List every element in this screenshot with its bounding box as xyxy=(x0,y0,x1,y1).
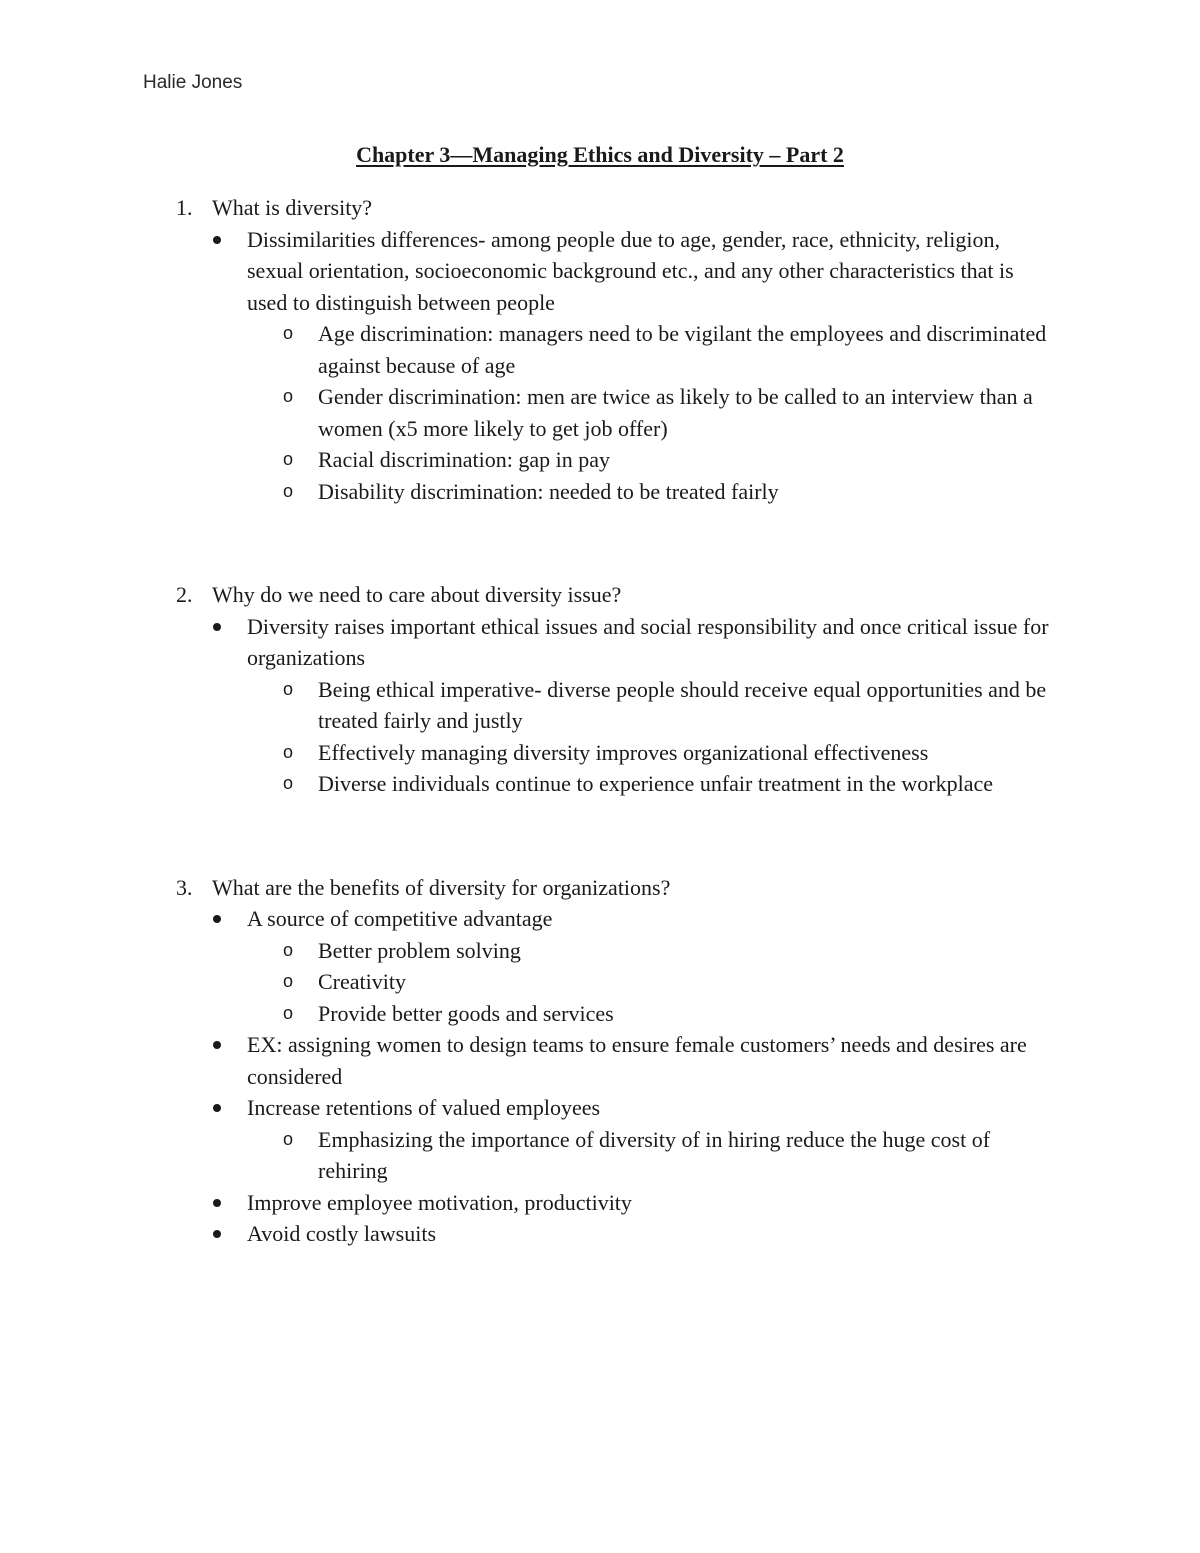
question-text: Why do we need to care about diversity issue? xyxy=(212,582,622,607)
bullet-text: EX: assigning women to design teams to ensure female customers’ needs and desires are considered xyxy=(247,1032,1027,1089)
bullet-text: Improve employee motivation, productivity xyxy=(247,1189,632,1215)
bullet-text: A source of competitive advantage xyxy=(247,906,553,931)
question-1 xyxy=(0,192,1062,224)
sub-item-text: Effectively managing diversity improves organizational effectiveness xyxy=(318,739,929,765)
bullet-text: Diversity raises important ethical issues and social responsibility and once critical issue for organizations xyxy=(247,613,1049,670)
sub-item xyxy=(0,1124,1058,1187)
question-text: What are the benefits of diversity for organizations? xyxy=(212,874,671,900)
bullet-text: Dissimilarities differences- among people due to age, gender, race, ethnicity, religion, sexual orientation, socioeconomic background etc., and any other characteristics that is used to distinguish between people xyxy=(247,226,1014,315)
sub-item xyxy=(0,476,1058,508)
sub-item xyxy=(0,935,1058,967)
section-spacer xyxy=(0,800,1200,872)
question-number: 3. xyxy=(176,874,193,900)
bullet-item xyxy=(0,611,1057,674)
bullet-item xyxy=(0,1092,1057,1124)
bullet-item xyxy=(0,1029,1057,1092)
bullet-text: Avoid costly lawsuits xyxy=(247,1221,437,1246)
sub-item-text: Better problem solving xyxy=(318,937,521,963)
bullet-icon xyxy=(213,623,221,631)
question-2 xyxy=(0,579,1062,611)
question-number: 2. xyxy=(176,582,193,607)
sub-item-text: Creativity xyxy=(318,969,406,994)
sub-item-text: Being ethical imperative- diverse people should receive equal opportunities and be treated fairly and justly xyxy=(318,676,1047,733)
circle-bullet-icon: o xyxy=(283,1002,294,1023)
bullet-icon xyxy=(213,236,221,244)
sub-item-text: Disability discrimination: needed to be treated fairly xyxy=(318,478,779,504)
bullet-icon xyxy=(213,1041,221,1049)
sub-item xyxy=(0,444,1058,476)
sub-item xyxy=(0,381,1058,444)
sub-item-text: Age discrimination: managers need to be vigilant the employees and discriminated against because of age xyxy=(318,321,1047,378)
document-title: Chapter 3—Managing Ethics and Diversity – Part 2 xyxy=(356,142,844,167)
circle-bullet-icon: o xyxy=(283,386,294,406)
circle-bullet-icon: o xyxy=(283,480,294,501)
sub-item xyxy=(0,966,1058,998)
circle-bullet-icon: o xyxy=(283,449,294,469)
circle-bullet-icon: o xyxy=(283,971,294,991)
author-name: Halie Jones xyxy=(143,72,243,93)
bullet-icon xyxy=(213,1230,221,1238)
bullet-text: Increase retentions of valued employees xyxy=(247,1095,601,1120)
document-body xyxy=(0,192,1200,1250)
bullet-item xyxy=(0,1218,1057,1250)
question-number: 1. xyxy=(176,195,193,220)
sub-item xyxy=(0,674,1058,737)
bullet-icon xyxy=(213,915,221,923)
circle-bullet-icon: o xyxy=(283,939,294,960)
sub-item xyxy=(0,768,1058,800)
bullet-item xyxy=(0,224,1057,319)
circle-bullet-icon: o xyxy=(283,773,294,793)
sub-item-text: Emphasizing the importance of diversity of in hiring reduce the huge cost of rehiring xyxy=(318,1126,991,1183)
circle-bullet-icon: o xyxy=(283,741,294,762)
sub-item-text: Diverse individuals continue to experience unfair treatment in the workplace xyxy=(318,771,994,796)
sub-item-text: Gender discrimination: men are twice as likely to be called to an interview than a women (x5 more likely to get job offer) xyxy=(318,384,1033,441)
sub-item xyxy=(0,998,1058,1030)
bullet-icon xyxy=(213,1104,221,1112)
sub-item-text: Racial discrimination: gap in pay xyxy=(318,447,611,472)
circle-bullet-icon: o xyxy=(283,1128,294,1149)
sub-item xyxy=(0,737,1058,769)
bullet-item xyxy=(0,903,1057,935)
circle-bullet-icon: o xyxy=(283,323,294,343)
question-text: What is diversity? xyxy=(212,195,373,220)
sub-item-text: Provide better goods and services xyxy=(318,1000,614,1026)
circle-bullet-icon: o xyxy=(283,678,294,699)
question-3 xyxy=(0,872,1062,904)
bullet-icon xyxy=(213,1199,221,1207)
section-spacer xyxy=(0,507,1200,579)
sub-item xyxy=(0,318,1058,381)
bullet-item xyxy=(0,1187,1057,1219)
